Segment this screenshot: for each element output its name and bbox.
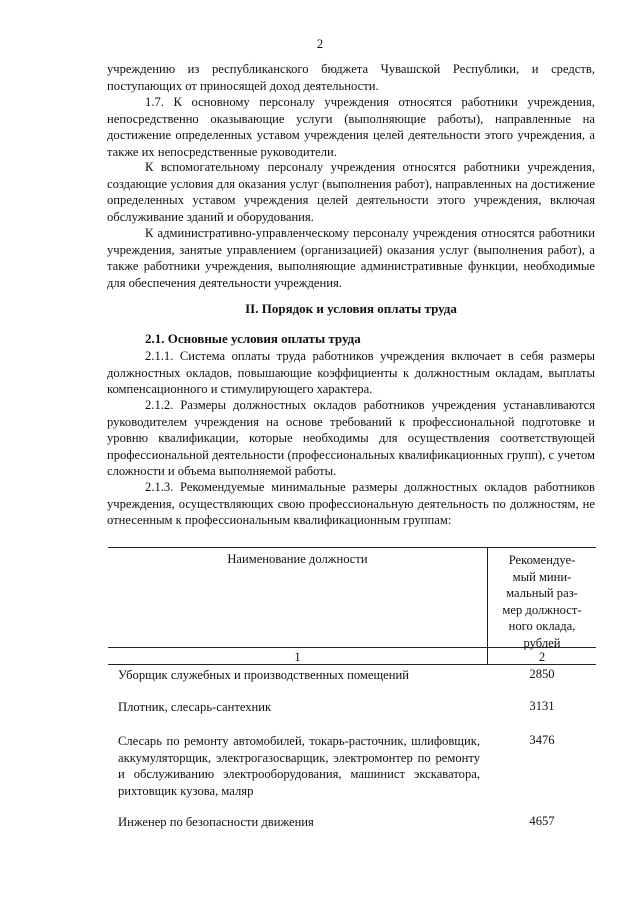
header-rec-line: мер должност-: [502, 602, 582, 617]
column-number-2: 2: [538, 650, 546, 664]
section-heading: II. Порядок и условия оплаты труда: [245, 301, 457, 316]
paragraph-main-staff: 1.7. К основному персоналу учреждения относятся работники учреждения, непосредственно оказывающие услуги (выполняющие работы), направленные на достижение определенных уставом учреждения целей деятельности этого учреждения, а также их непосредственные руководители.: [107, 95, 595, 159]
table-row-name: Плотник, слесарь-сантехник: [118, 700, 272, 714]
table-row-name: Слесарь по ремонту автомобилей, токарь-расточник, шлифовщик, аккумуляторщик, электрогазосварщик, электромонтер по ремонту и обслуживанию электрооборудования, машинист экскаватора, рихтовщик кузова, маляр: [118, 734, 480, 798]
paragraph-admin-staff: К административно-управленческому персоналу учреждения относятся работники учреждения, занятые управлением (организацией) оказания услуг (выполнения работ), а также работники учреждения, выполняющие административные функции, необходимые для обеспечения деятельности учреждения.: [107, 226, 595, 290]
table-row-value: 3131: [529, 699, 555, 713]
table-row-value: 3476: [529, 733, 555, 747]
table-top-border: [108, 547, 596, 548]
paragraph-2-1-2: 2.1.2. Размеры должностных окладов работников учреждения устанавливаются руководителем учреждения на основе требований к профессиональной подготовке и уровню квалификации, которые необходимы для осуществления соответствующей профессиональной деятельности (профессиональных квалификационных групп), с учетом сложности и объема выполняемой работы.: [107, 398, 595, 478]
header-rec-line: мальный раз-: [506, 586, 578, 600]
page-number: 2: [316, 36, 324, 51]
paragraph-2-1-1: 2.1.1. Система оплаты труда работников учреждения включает в себя размеры должностных окладов, повышающие коэффициенты к должностным окладам, выплаты компенсационного и стимулирующего характера.: [107, 349, 595, 396]
table-row-value: 2850: [529, 667, 555, 681]
subsection-heading: 2.1. Основные условия оплаты труда: [145, 331, 361, 346]
paragraph-support-staff: К вспомогательному персоналу учреждения относятся работники учреждения, создающие условия для оказания услуг (выполнения работ), направленных на достижение определенных уставом учреждения целей деятельности этого учреждения, включая обслуживание зданий и оборудования.: [107, 160, 595, 224]
header-position-name: Наименование должности: [227, 552, 368, 566]
table-row-name: Уборщик служебных и производственных помещений: [118, 668, 409, 682]
paragraph-2-1-3: 2.1.3. Рекомендуемые минимальные размеры должностных окладов работников учреждения, осуществляющих свою профессиональную деятельность по должностям, не отнесенным к профессиональным квалификационным группам:: [107, 480, 595, 527]
header-rec-line: Рекомендуе-: [508, 553, 576, 567]
header-rec-line: мый мини-: [512, 569, 572, 584]
paragraph-intro: учреждению из республиканского бюджета Чувашской Республики, и средств, поступающих от приносящей доход деятельности.: [107, 62, 595, 93]
table-row-value: 4657: [529, 814, 555, 828]
header-recommended-salary: [488, 552, 596, 651]
header-rec-line: ного оклада,: [508, 619, 576, 633]
column-number-1: 1: [294, 650, 301, 664]
table-row-name: Инженер по безопасности движения: [118, 815, 314, 829]
header-rec-line: рублей: [523, 635, 561, 650]
